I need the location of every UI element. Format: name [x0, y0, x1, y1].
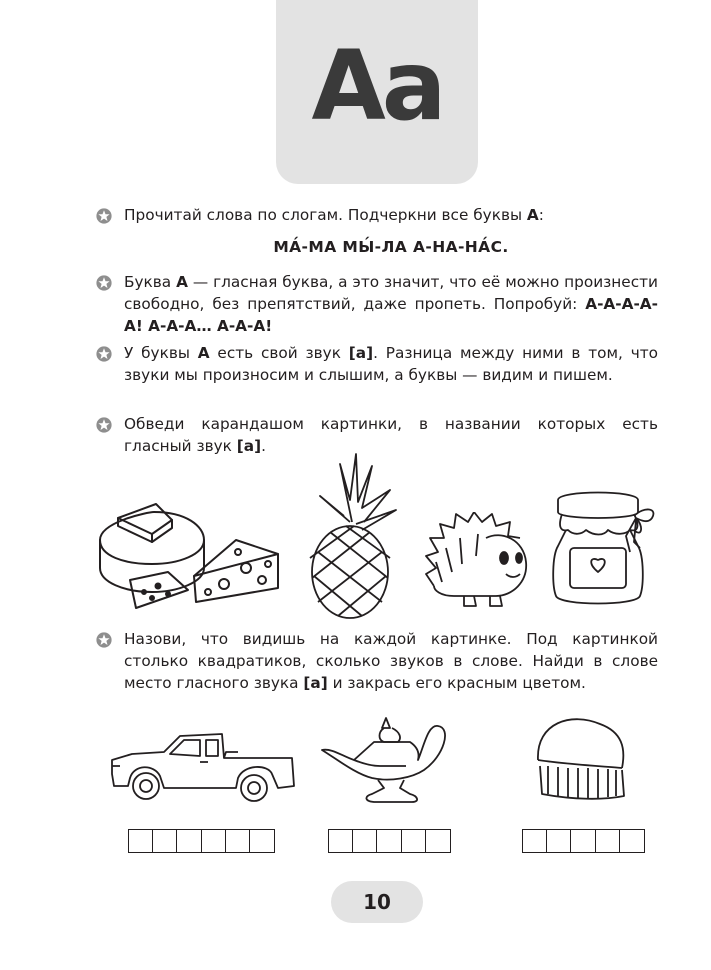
cheese-icon: [96, 498, 286, 614]
task-3-text: У буквы А есть свой звук [а]. Разница между ними в том, что звуки мы произносим и слышим, а буквы — видим и пишем.: [124, 344, 658, 384]
sound-box[interactable]: [250, 830, 274, 852]
sound-box[interactable]: [426, 830, 450, 852]
sound-box[interactable]: [129, 830, 153, 852]
syllable-line: МА́-МА МЫ́-ЛА А-НА-НА́С.: [273, 238, 509, 256]
pineapple-icon: [300, 452, 400, 620]
sound-boxes-hat[interactable]: [522, 829, 645, 853]
task-1-text: Прочитай слова по слогам. Подчеркни все буквы А:: [124, 206, 544, 224]
magic-lamp-icon: [320, 716, 452, 806]
sound-box[interactable]: [596, 830, 620, 852]
task-4-text: Обведи карандашом картинки, в названии которых есть гласный звук [а].: [124, 415, 658, 455]
sound-box[interactable]: [329, 830, 353, 852]
sound-box[interactable]: [547, 830, 571, 852]
star-bullet-icon: [96, 208, 112, 224]
letter-header: [276, 0, 478, 184]
sound-boxes-truck[interactable]: [128, 829, 275, 853]
sound-box[interactable]: [620, 830, 644, 852]
sound-box[interactable]: [153, 830, 177, 852]
knit-hat-icon: [534, 716, 630, 802]
star-bullet-icon: [96, 275, 112, 291]
star-bullet-icon: [96, 632, 112, 648]
sound-boxes-lamp[interactable]: [328, 829, 451, 853]
sound-box[interactable]: [177, 830, 201, 852]
letter-title: Aa: [311, 30, 443, 142]
sound-box[interactable]: [571, 830, 595, 852]
star-bullet-icon: [96, 346, 112, 362]
sound-box[interactable]: [377, 830, 401, 852]
pickup-truck-icon: [108, 730, 298, 804]
task-2-text: Буква А — гласная буква, а это значит, что её можно произнести свободно, без препятствий, даже пропеть. Попробуй: А-А-А-А-А! А-А-А… А-А-А!: [124, 273, 658, 335]
task-5-text: Назови, что видишь на каждой картинке. Под картинкой столько квадратиков, сколько звуков в слове. Найди в слове место гласного звука [а] и закрась его красным цветом.: [124, 630, 658, 692]
page-number: [331, 881, 423, 923]
jar-icon: [548, 486, 660, 610]
sound-box[interactable]: [226, 830, 250, 852]
page-number-label: 10: [363, 890, 391, 914]
sound-box[interactable]: [523, 830, 547, 852]
hedgehog-icon: [424, 512, 530, 608]
sound-box[interactable]: [202, 830, 226, 852]
sound-box[interactable]: [402, 830, 426, 852]
sound-box[interactable]: [353, 830, 377, 852]
star-bullet-icon: [96, 417, 112, 433]
